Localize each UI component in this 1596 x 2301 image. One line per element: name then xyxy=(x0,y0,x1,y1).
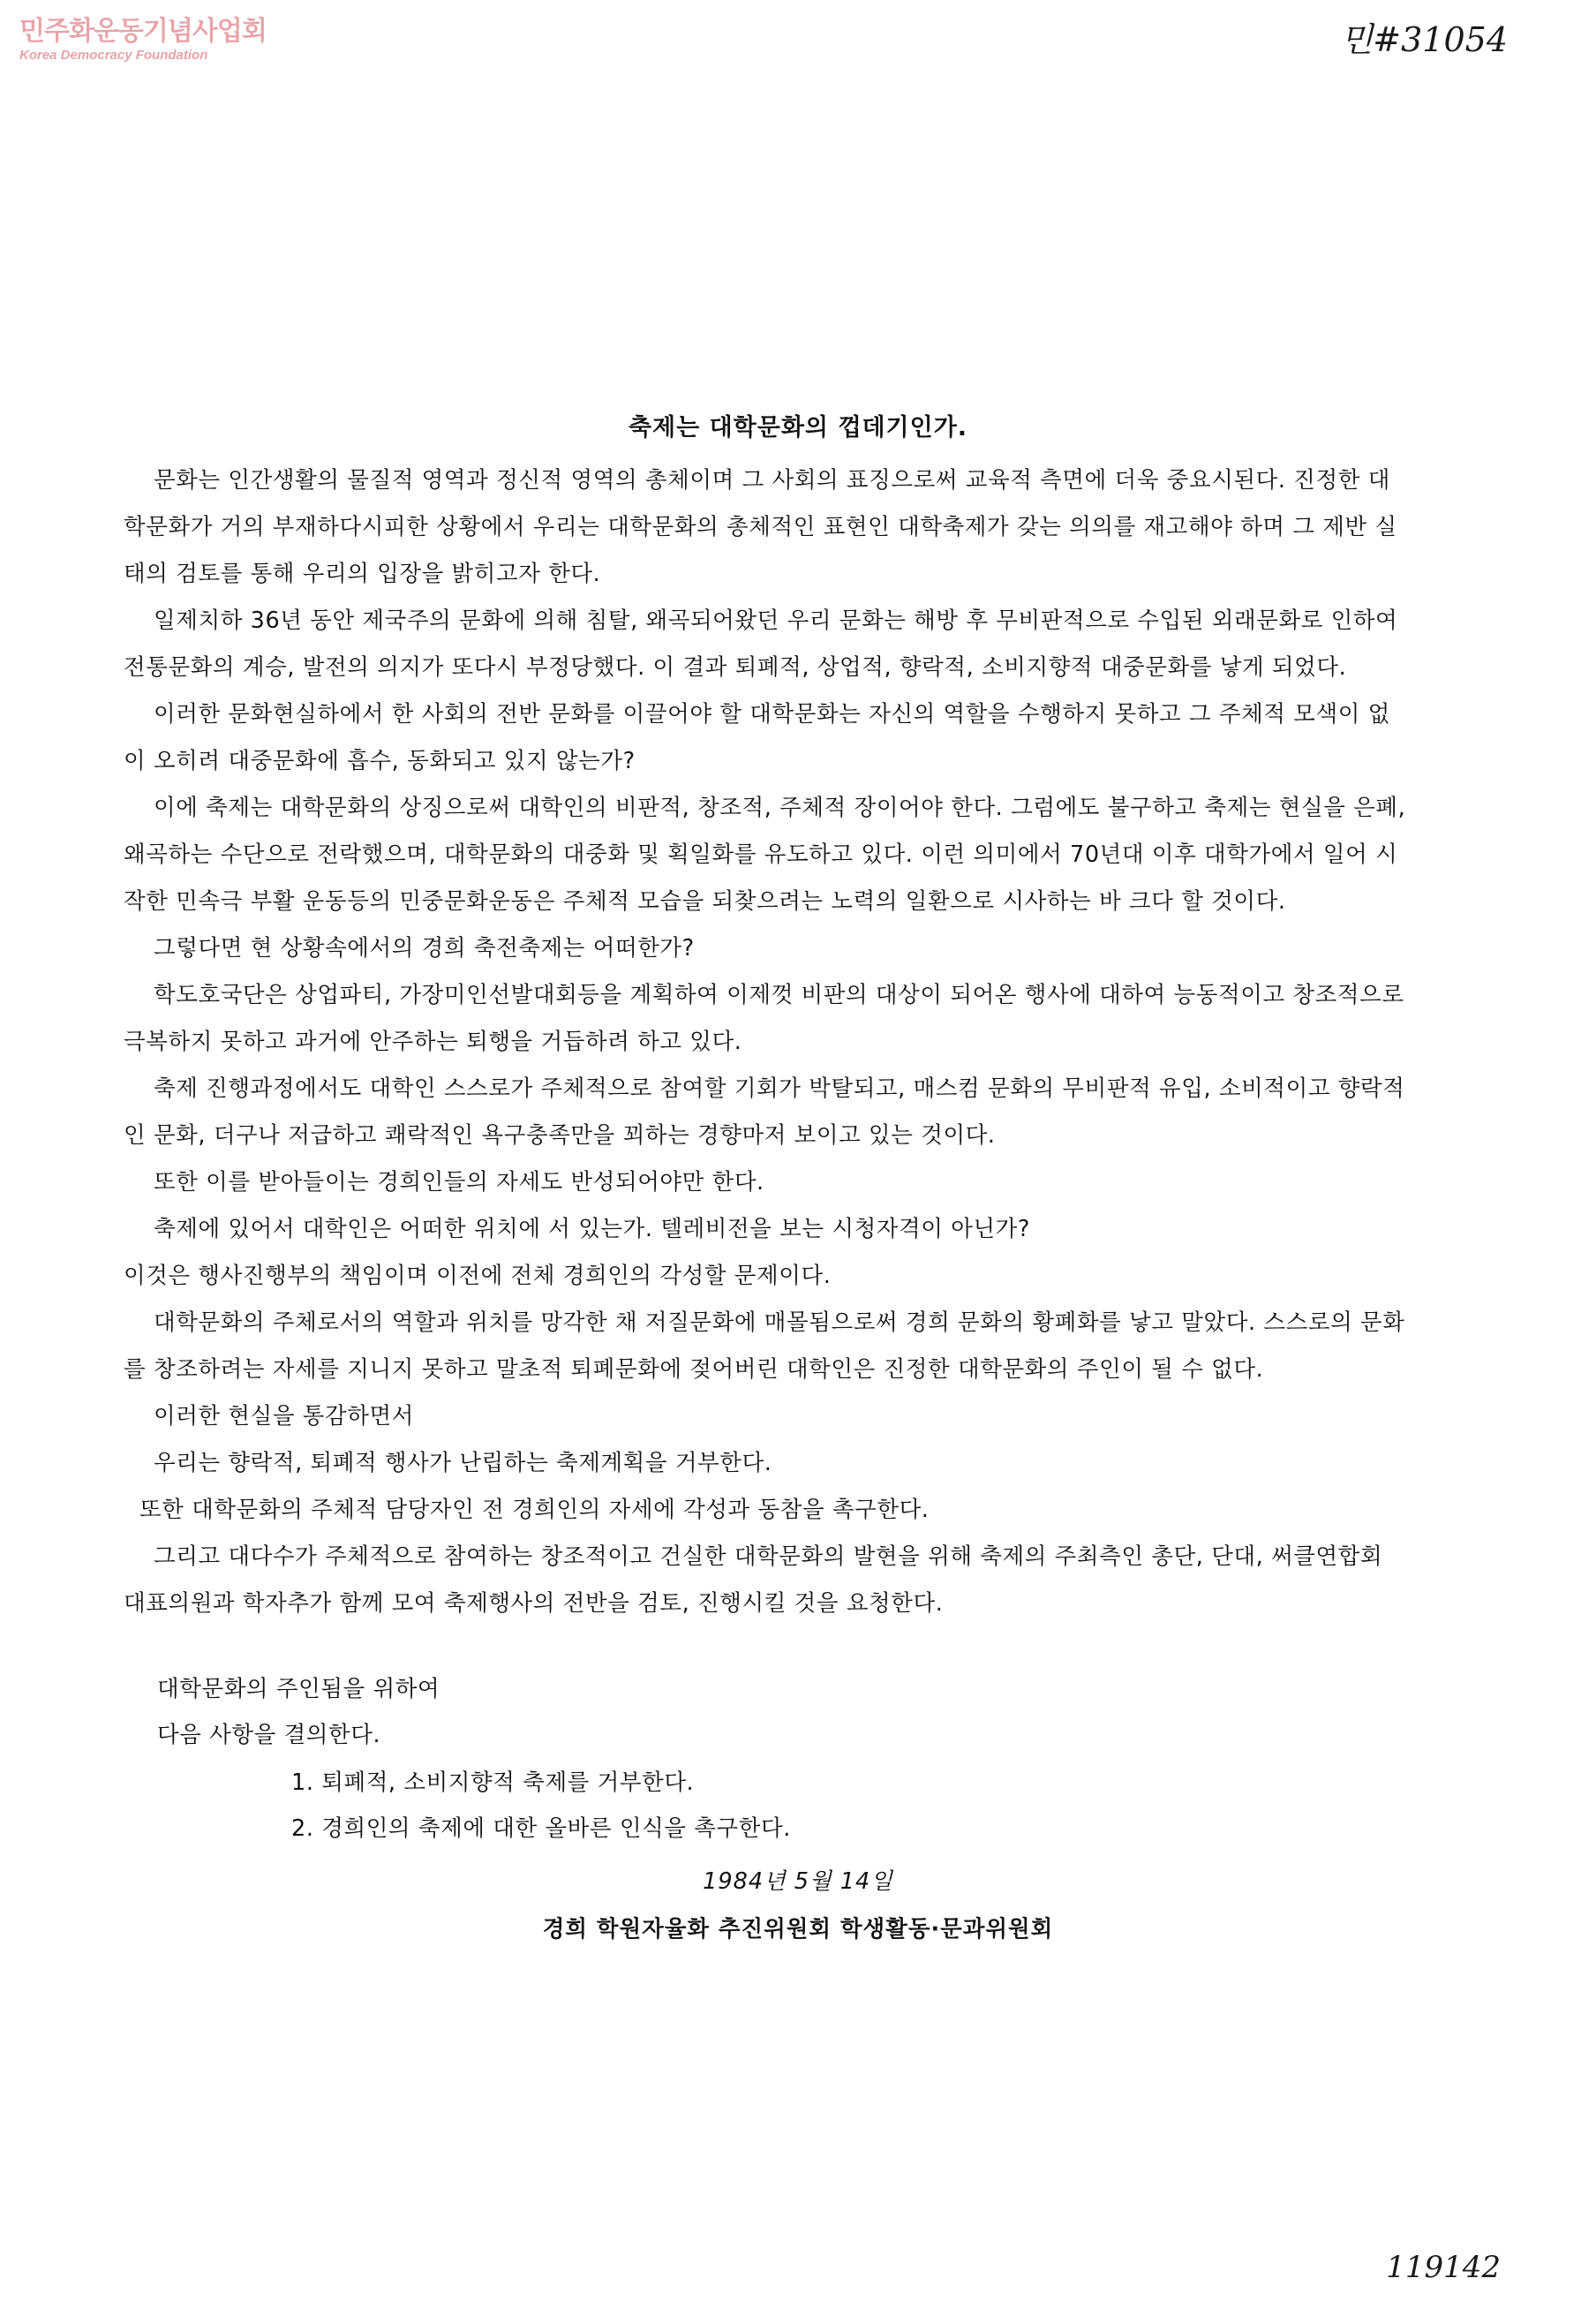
watermark-english: Korea Democracy Foundation xyxy=(19,48,208,63)
document-title: 축제는 대학문화의 껍데기인가. xyxy=(628,414,968,441)
paragraph: 축제 진행과정에서도 대학인 스스로가 주체적으로 참여할 기회가 박탈되고, 매스컴 문화의 무비판적 유입, 소비적이고 향락적인 문화, 더구나 저급하고 쾌락적인 욕구충족만을 꾀하는 경향마저 보이고 있는 것이다. xyxy=(124,1075,1405,1149)
resolution-list xyxy=(291,1760,1305,1852)
paragraph: 이러한 현실을 통감하면서 xyxy=(154,1403,414,1430)
paragraph: 또한 이를 받아들이는 경희인들의 자세도 반성되어야만 한다. xyxy=(154,1169,764,1196)
document-date: 1984년 5월 14일 xyxy=(703,1868,893,1895)
resolution-block xyxy=(157,1666,1305,1852)
resolution-intro: 대학문화의 주인됨을 위하여 xyxy=(157,1676,440,1702)
paragraph: 일제치하 36년 동안 제국주의 문화에 의해 침탈, 왜곡되어왔던 우리 문화는 해방 후 무비판적으로 수입된 외래문화로 인하여 전통문화의 계승, 발전의 의지가 또다시 부정당했다. 이 결과 퇴폐적, 상업적, 향락적, 소비지향적 대중문화를 낳게 되었다. xyxy=(124,607,1398,681)
paragraph: 그렇다면 현 상황속에서의 경희 축전축제는 어떠한가? xyxy=(154,935,695,962)
paragraph: 이것은 행사진행부의 책임이며 이전에 전체 경희인의 각성할 문제이다. xyxy=(124,1263,832,1289)
paragraph: 또한 대학문화의 주체적 담당자인 전 경희인의 자세에 각성과 동참을 촉구한다. xyxy=(139,1497,930,1523)
paragraph: 이에 축제는 대학문화의 상징으로써 대학인의 비판적, 창조적, 주체적 장이어야 한다. 그럼에도 불구하고 축제는 현실을 은폐, 왜곡하는 수단으로 전락했으며, 대학문화의 대중화 및 획일화를 유도하고 있다. 이런 의미에서 70년대 이후 대학가에서 일어 시작한 민속극 부활 운동등의 민중문화운동은 주체적 모습을 되찾으려는 노력의 일환으로 시사하는 바 크다 할 것이다. xyxy=(124,795,1406,915)
handwritten-archive-number: 119142 xyxy=(1386,2250,1501,2285)
resolution-item: 2. 경희인의 축제에 대한 올바른 인식을 촉구한다. xyxy=(291,1815,791,1842)
paragraph: 축제에 있어서 대학인은 어떠한 위치에 서 있는가. 텔레비전을 보는 시청자격이 아닌가? xyxy=(154,1216,1031,1242)
paragraph: 그리고 대다수가 주체적으로 참여하는 창조적이고 건실한 대학문화의 발현을 위해 축제의 주최측인 총단, 단대, 써클연합회 대표의원과 학자추가 함께 모여 축제행사의 전반을 검토, 진행시킬 것을 요청한다. xyxy=(124,1543,1383,1617)
paragraph: 대학문화의 주체로서의 역할과 위치를 망각한 채 저질문화에 매몰됨으로써 경희 문화의 황폐화를 낳고 말았다. 스스로의 문화를 창조하려는 자세를 지니지 못하고 말초적 퇴폐문화에 젖어버린 대학인은 진정한 대학문화의 주인이 될 수 없다. xyxy=(124,1309,1405,1383)
document-body xyxy=(124,457,1412,1627)
resolution-item: 1. 퇴폐적, 소비지향적 축제를 거부한다. xyxy=(291,1769,695,1796)
paragraph: 학도호국단은 상업파티, 가장미인선발대회등을 계획하여 이제껏 비판의 대상이 되어온 행사에 대하여 능동적이고 창조적으로 극복하지 못하고 과거에 안주하는 퇴행을 거듭하려 하고 있다. xyxy=(124,982,1404,1055)
handwritten-document-number: 민#31054 xyxy=(1340,20,1508,59)
resolution-lead: 다음 사항을 결의한다. xyxy=(157,1722,381,1748)
watermark-korean: 민주화운동기념사업회 xyxy=(19,16,267,47)
watermark-logo xyxy=(19,16,284,64)
paragraph: 문화는 인간생활의 물질적 영역과 정신적 영역의 총체이며 그 사회의 표징으로써 교육적 측면에 더욱 중요시된다. 진정한 대학문화가 거의 부재하다시피한 상황에서 우리는 대학문화의 총체적인 표현인 대학축제가 갖는 의의를 재고해야 하며 그 제반 실태의 검토를 통해 우리의 입장을 밝히고자 한다. xyxy=(124,467,1397,587)
paragraph: 이러한 문화현실하에서 한 사회의 전반 문화를 이끌어야 할 대학문화는 자신의 역할을 수행하지 못하고 그 주체적 모색이 없이 오히려 대중문화에 흡수, 동화되고 있지 않는가? xyxy=(124,701,1390,774)
signature-block xyxy=(0,1858,1596,1953)
paragraph: 우리는 향락적, 퇴폐적 행사가 난립하는 축제계획을 거부한다. xyxy=(154,1450,772,1476)
issuing-organizations: 경희 학원자율화 추진위원회 학생활동·문과위원회 xyxy=(542,1916,1054,1943)
